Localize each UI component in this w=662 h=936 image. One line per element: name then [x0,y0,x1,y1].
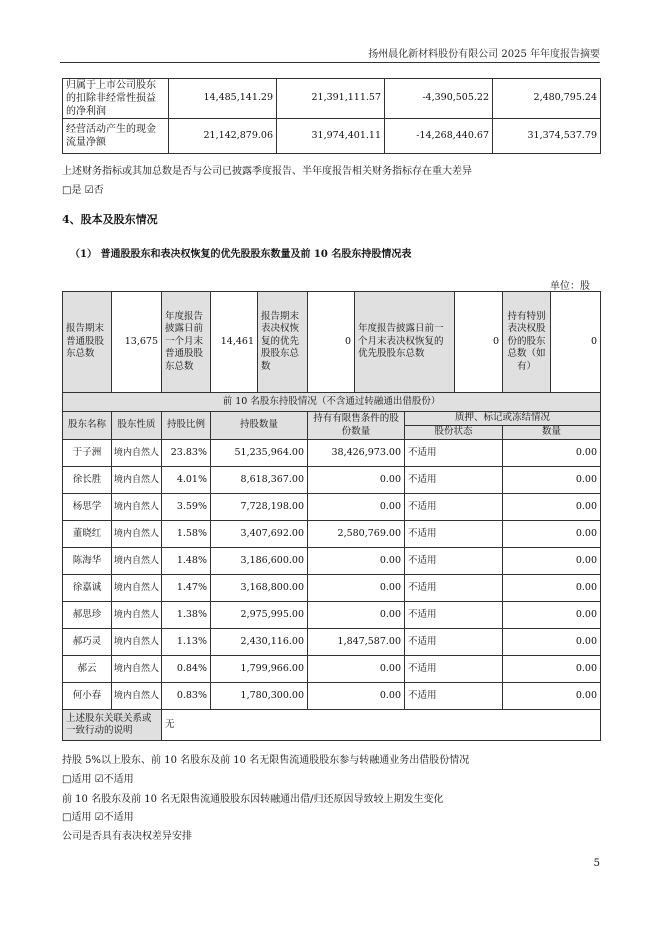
holder-count: 0.00 [503,521,601,548]
q3-value: -4,390,505.22 [385,79,493,119]
holder-name: 董晓红 [63,521,112,548]
holder-qty: 7,728,198.00 [211,494,308,521]
row-label: 经营活动产生的现金流量净额 [63,119,169,154]
col-restricted: 持有有限售条件的股份数量 [308,412,405,440]
holder-name: 于子洲 [63,440,112,467]
holder-nature: 境内自然人 [112,575,162,602]
holder-ratio: 1.47% [162,575,211,602]
q2-value: 21,391,111.57 [277,79,385,119]
table-row [63,119,601,154]
holder-status: 不适用 [405,629,503,656]
holder-ratio: 4.01% [162,467,211,494]
holder-ratio: 23.83% [162,440,211,467]
table-row [63,656,601,683]
table-row [63,602,601,629]
holder-qty: 51,235,964.00 [211,440,308,467]
holder-qty: 1,780,300.00 [211,683,308,710]
summary-value: 0 [551,292,601,393]
col-name: 股东名称 [63,412,112,440]
holder-status: 不适用 [405,467,503,494]
holder-ratio: 1.38% [162,602,211,629]
holder-ratio: 1.58% [162,521,211,548]
holder-status: 不适用 [405,575,503,602]
option-not-applicable: ☑不适用 [94,774,134,785]
summary-label: 持有特别表决权股份的股东总数（如有） [503,292,551,393]
holder-nature: 境内自然人 [112,440,162,467]
holder-count: 0.00 [503,467,601,494]
holder-name: 徐嘉诚 [63,575,112,602]
summary-row [63,292,601,393]
holder-restricted: 0.00 [308,656,405,683]
holder-nature: 境内自然人 [112,656,162,683]
holder-ratio: 1.48% [162,548,211,575]
col-ratio: 持股比例 [162,412,211,440]
holder-restricted: 2,580,769.00 [308,521,405,548]
holder-name: 徐长胜 [63,467,112,494]
holder-status: 不适用 [405,656,503,683]
diff-option-yes: □是 [62,185,82,196]
shareholders-table [62,291,601,741]
holder-status: 不适用 [405,548,503,575]
table-row [63,79,601,119]
holder-count: 0.00 [503,494,601,521]
table-row [63,629,601,656]
holder-name: 陈海华 [63,548,112,575]
holder-qty: 3,407,692.00 [211,521,308,548]
holder-nature: 境内自然人 [112,548,162,575]
holder-nature: 境内自然人 [112,467,162,494]
holder-name: 郝云 [63,656,112,683]
diff-option-no: ☑否 [84,185,104,196]
note-voting-rights: 公司是否具有表决权差异安排 [62,831,192,842]
holder-status: 不适用 [405,494,503,521]
section-title: 4、股本及股东情况 [62,213,158,226]
subsection-title: （1） 普通股股东和表决权恢复的优先股股东数量及前 10 名股东持股情况表 [70,249,412,260]
table-row [63,575,601,602]
table-row [63,683,601,710]
related-party-label: 上述股东关联关系或一致行动的说明 [63,710,162,741]
holder-restricted: 0.00 [308,575,405,602]
document-header: 扬州晨化新材料股份有限公司 2025 年年度报告摘要 [368,49,600,60]
option-applicable: □适用 [62,774,92,785]
header-rule [60,62,600,63]
holder-count: 0.00 [503,548,601,575]
related-party-value: 无 [162,710,601,741]
q1-value: 21,142,879.06 [169,119,277,154]
holder-ratio: 0.83% [162,683,211,710]
holder-qty: 3,168,800.00 [211,575,308,602]
holder-count: 0.00 [503,683,601,710]
col-pledge: 质押、标记或冻结情况 [405,412,601,426]
holder-restricted: 38,426,973.00 [308,440,405,467]
table-row [63,521,601,548]
holder-restricted: 0.00 [308,494,405,521]
q2-value: 31,974,401.11 [277,119,385,154]
holder-status: 不适用 [405,521,503,548]
note-securities-lending-options [62,770,134,785]
q1-value: 14,485,141.29 [169,79,277,119]
holder-ratio: 0.84% [162,656,211,683]
holder-restricted: 0.00 [308,548,405,575]
holder-qty: 8,618,367.00 [211,467,308,494]
unit-label: 单位：股 [550,281,590,292]
holders-caption: 前 10 名股东持股情况（不含通过转融通出借股份） [63,393,601,412]
holder-name: 杨思学 [63,494,112,521]
table-row [63,440,601,467]
summary-label: 年度报告披露日前一个月末表决权恢复的优先股股东总数 [355,292,455,393]
holder-status: 不适用 [405,440,503,467]
related-party-row [63,710,601,741]
holder-nature: 境内自然人 [112,629,162,656]
holder-nature: 境内自然人 [112,683,162,710]
q4-value: 31,374,537.79 [493,119,601,154]
finance-table [62,78,601,154]
table-row [63,467,601,494]
holder-name: 郝巧灵 [63,629,112,656]
summary-label: 年度报告披露日前一个月末普通股股东总数 [162,292,211,393]
note-lending-change: 前 10 名股东及前 10 名无限售流通股股东因转融通出借/归还原因导致较上期发生变化 [62,794,444,805]
holder-status: 不适用 [405,602,503,629]
holder-ratio: 1.13% [162,629,211,656]
note-securities-lending: 持股 5%以上股东、前 10 名股东及前 10 名无限售流通股股东参与转融通业务出借股份情况 [62,755,470,766]
col-count: 数量 [503,426,601,440]
diff-note: 上述财务指标或其加总数是否与公司已披露季度报告、半年度报告相关财务指标存在重大差异 [62,166,472,177]
holder-qty: 2,975,995.00 [211,602,308,629]
holder-restricted: 0.00 [308,683,405,710]
holder-qty: 2,430,116.00 [211,629,308,656]
holder-qty: 3,186,600.00 [211,548,308,575]
holder-restricted: 0.00 [308,602,405,629]
holder-nature: 境内自然人 [112,494,162,521]
caption-row [63,393,601,412]
holder-count: 0.00 [503,629,601,656]
summary-value: 0 [455,292,503,393]
holder-restricted: 1,847,587.00 [308,629,405,656]
summary-value: 14,461 [211,292,258,393]
table-row [63,494,601,521]
option-applicable: □适用 [62,812,92,823]
holder-nature: 境内自然人 [112,521,162,548]
q4-value: 2,480,795.24 [493,79,601,119]
summary-value: 0 [308,292,355,393]
column-header-row [63,412,601,426]
holder-ratio: 3.59% [162,494,211,521]
holder-count: 0.00 [503,575,601,602]
holder-name: 何小春 [63,683,112,710]
holder-count: 0.00 [503,656,601,683]
holder-name: 郝思珍 [63,602,112,629]
col-nature: 股东性质 [112,412,162,440]
holder-count: 0.00 [503,440,601,467]
holder-nature: 境内自然人 [112,602,162,629]
holder-count: 0.00 [503,602,601,629]
page-number: 5 [593,858,600,869]
option-not-applicable: ☑不适用 [94,812,134,823]
row-label: 归属于上市公司股东的扣除非经常性损益的净利润 [63,79,169,119]
holder-qty: 1,799,966.00 [211,656,308,683]
holder-restricted: 0.00 [308,467,405,494]
col-status: 股份状态 [405,426,503,440]
summary-label: 报告期末表决权恢复的优先股股东总数 [258,292,308,393]
summary-label: 报告期末普通股股东总数 [63,292,112,393]
summary-value: 13,675 [112,292,162,393]
col-qty: 持股数量 [211,412,308,440]
holder-status: 不适用 [405,683,503,710]
table-row [63,548,601,575]
q3-value: -14,268,440.67 [385,119,493,154]
note-lending-change-options [62,808,134,823]
diff-options [62,181,104,196]
